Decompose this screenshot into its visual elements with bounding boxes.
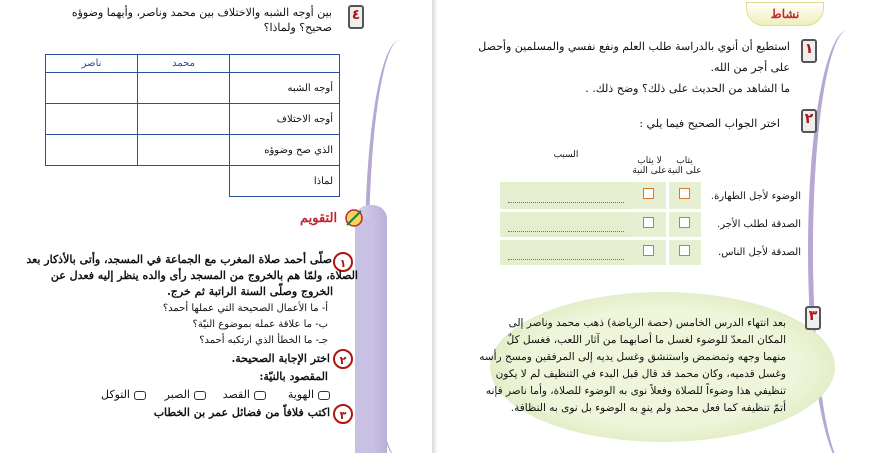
table-row: [46, 73, 340, 104]
option-sabr[interactable]: [165, 388, 206, 402]
table-header-row: [46, 55, 340, 73]
option-marker-icon[interactable]: [194, 391, 206, 400]
question-2-badge: [796, 108, 822, 134]
activity-q2-title: اختر الجواب الصحيح فيما يلي :: [639, 117, 780, 130]
header-no-reward: لا يثاب على النية: [632, 150, 667, 182]
activity-q1-line1: استطيع أن أنوي بالدراسة طلب العلم ونفع نفسي والمسلمين وأحصل: [478, 40, 790, 53]
question-number: ٢: [804, 111, 814, 127]
option-label: الهوية: [287, 388, 314, 401]
reason-cell[interactable]: [500, 182, 632, 210]
story-line1: بعد انتهاء الدرس الخامس (حصة الرياضة) ذهب محمد وناصر إلى: [508, 317, 786, 329]
question-number: ٤: [351, 7, 361, 23]
question-1-marker: ١: [333, 252, 353, 272]
answer-cell[interactable]: [46, 135, 138, 166]
option-label: التوكل: [101, 388, 130, 401]
story-line2: المكان المعدّ للوضوء لغسل ما أصابهما من آثار اللعب، فغسل كلٌ: [506, 334, 786, 346]
checkbox[interactable]: [679, 217, 690, 228]
header-reward: يثاب على النية: [667, 150, 702, 182]
story-line5: تنظيفي هذا وضوءاً للصلاة وفعلاً نوى به الوضوء للصلاة، وأما ناصر فإنه: [485, 385, 786, 397]
evaluation-icon: [342, 206, 366, 230]
no-reward-cell[interactable]: [632, 182, 667, 210]
story-line4: وغسل قدميه، وكان محمد قد قال قبل البدء في التنظيف لم لا يكون: [495, 368, 786, 380]
header-naser: ناصر: [46, 55, 138, 73]
checkbox[interactable]: [643, 217, 654, 228]
reason-cell[interactable]: [500, 238, 632, 266]
question-number: ١: [804, 41, 814, 57]
answer-cell[interactable]: [46, 104, 138, 135]
checkbox[interactable]: [643, 188, 654, 199]
evaluation-title: التقويم: [300, 211, 338, 226]
eval-subq-c: جـ- ما الخطأ الذي ارتكبه أحمد؟: [199, 335, 328, 346]
statement-label: الصدقة لأجل الناس.: [718, 246, 801, 258]
eval-q3-text: اكتب فلافاً من فضائل عمر بن الخطاب: [153, 406, 330, 419]
option-marker-icon[interactable]: [318, 391, 330, 400]
option-tawakkul[interactable]: [101, 388, 146, 402]
eval-q1-line2: الصلاة، ولمّا هم بالخروج من المسجد رأى والده ينظر إليه فعدل عن: [50, 269, 358, 282]
comparison-table: [45, 54, 340, 197]
statement-label: الوضوء لأجل الطهارة.: [710, 190, 801, 202]
table-row: [500, 182, 805, 210]
reward-cell[interactable]: [667, 238, 702, 266]
eval-q2-prompt: المقصود بالنيّة:: [259, 370, 328, 383]
reward-cell[interactable]: [667, 182, 702, 210]
question-4-badge: [343, 4, 369, 30]
checkbox[interactable]: [643, 245, 654, 256]
evaluation-side-bar: [355, 205, 387, 453]
eval-subq-b: ب- ما علاقة عمله بموضوع النيّة؟: [192, 319, 328, 330]
activity-tab: نشاط: [746, 2, 824, 26]
checkbox[interactable]: [679, 188, 690, 199]
no-reward-cell[interactable]: [632, 238, 667, 266]
table-row: [500, 238, 805, 266]
statement-label: الصدقة لطلب الأجر.: [717, 218, 801, 230]
header-empty: [230, 55, 340, 73]
q4-line1: بين أوجه الشبه والاختلاف بين محمد وناصر، وأيهما وضوؤه: [71, 6, 332, 19]
row-label: لماذا: [230, 166, 340, 197]
answer-cell[interactable]: [46, 73, 138, 104]
table-row: [500, 210, 805, 238]
header-statement: [702, 150, 805, 182]
table-row: [46, 166, 340, 197]
eval-subq-a: أ- ما الأعمال الصحيحة التي عملها أحمد؟: [162, 303, 328, 314]
activity-q1-line3: ما الشاهد من الحديث على ذلك؟ وضح ذلك. .: [585, 82, 790, 95]
left-page: [0, 0, 438, 453]
evaluation-bar-fold: [355, 219, 375, 453]
question-1-badge: [796, 38, 822, 64]
reward-cell[interactable]: [667, 210, 702, 238]
empty-cell: [138, 166, 230, 197]
answer-cell[interactable]: [138, 73, 230, 104]
option-label: القصد: [222, 388, 250, 401]
table-row: [46, 104, 340, 135]
eval-q1-line3: الخروج وصلّى السنة الراتبة ثم خرج.: [166, 285, 333, 298]
option-marker-icon[interactable]: [134, 391, 146, 400]
row-label: أوجه الاختلاف: [230, 104, 340, 135]
header-reason: السبب: [500, 150, 632, 182]
option-qasd[interactable]: [223, 388, 266, 402]
answer-cell[interactable]: [138, 104, 230, 135]
option-label: الصبر: [164, 388, 190, 401]
eval-q2-title: اختر الإجابة الصحيحة.: [231, 352, 330, 365]
header-mohammed: محمد: [138, 55, 230, 73]
option-marker-icon[interactable]: [254, 391, 266, 400]
row-label: أوجه الشبه: [230, 73, 340, 104]
question-3-marker: ٣: [333, 404, 353, 424]
story-line6: أتمّ تنظيفه كما فعل محمد ولم ينوِ به الوضوء بل نوى به النظافة.: [510, 402, 786, 414]
empty-cell: [46, 166, 138, 197]
choice-header-row: [500, 150, 805, 182]
choice-table: [500, 150, 805, 268]
answer-cell[interactable]: [138, 135, 230, 166]
eval-q1-line1: صلّى أحمد صلاة المغرب مع الجماعة في المسجد، وأتى بالأذكار بعد: [26, 253, 332, 266]
checkbox[interactable]: [679, 245, 690, 256]
q4-line2: صحيح؟ ولماذا؟: [263, 21, 332, 34]
question-3-badge: [800, 305, 826, 331]
option-hawiya[interactable]: [288, 388, 330, 402]
question-2-marker: ٢: [333, 349, 353, 369]
activity-q1-line2: على أجر من الله.: [710, 61, 790, 74]
reason-cell[interactable]: [500, 210, 632, 238]
no-reward-cell[interactable]: [632, 210, 667, 238]
row-label: الذي صح وضوؤه: [230, 135, 340, 166]
question-number: ٣: [808, 308, 818, 324]
table-row: [46, 135, 340, 166]
story-line3: منهما وجهه وتمضمض واستنشق وغسل يديه إلى المرفقين ومسح رأسه: [479, 351, 786, 363]
